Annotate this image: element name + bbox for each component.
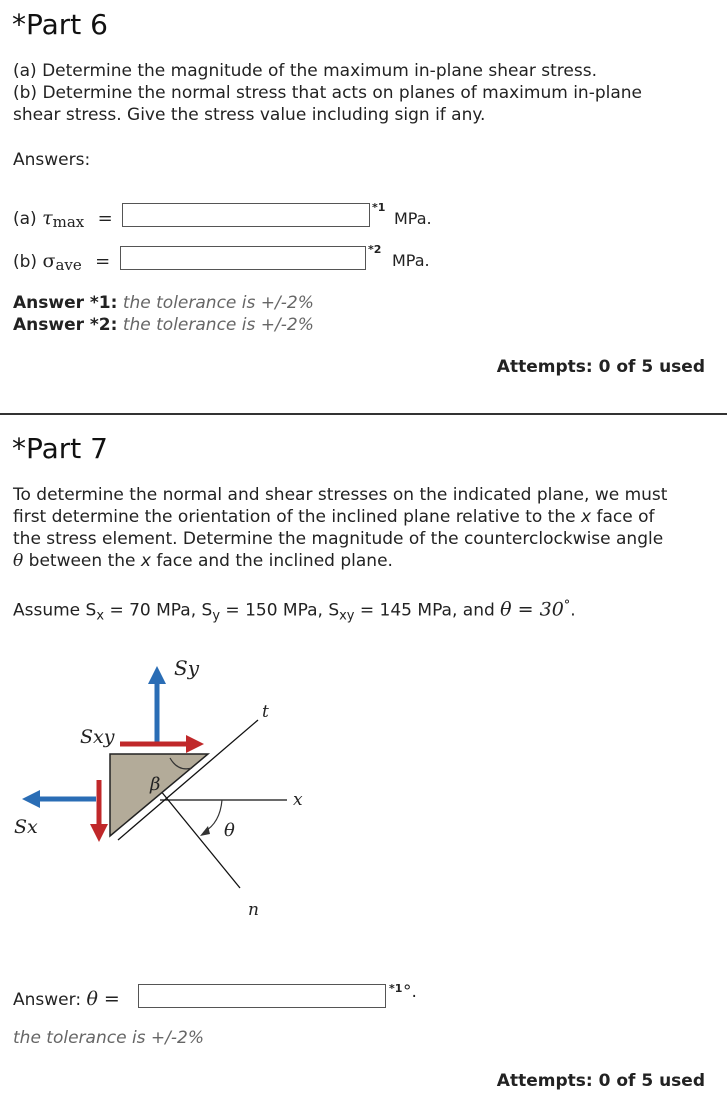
sxy-left-arrow-head [90,824,108,842]
label-sx: Sx [14,816,38,838]
section-divider [0,413,727,415]
theta-arc [204,800,222,832]
label-sxy: Sxy [80,726,115,748]
stress-element-diagram [0,640,330,940]
sigma-symbol: σ [42,250,56,272]
question-a: (a) Determine the magnitude of the maximum in-plane shear stress. [13,61,598,81]
part6-attempts: Attempts: 0 of 5 used [496,357,705,377]
assume-line: Assume $S_x = 70$ MPa, $S_y = 150$ MPa, $S_{xy} = 145$ MPa, and θ = 30°. [13,598,576,624]
row-b-label: (b) σave = [13,250,111,274]
label-x: x [293,790,303,810]
label-sy: Sy [174,656,199,680]
sy-arrow-head [148,666,166,684]
question-b-line1: (b) Determine the normal stress that acts on planes of maximum in-plane [13,83,642,103]
label-n: n [248,900,259,920]
stress-element [110,754,208,836]
tolerance-notes: Answer *1: the tolerance is +/-2% Answer *2: the tolerance is +/-2% [13,293,314,335]
part7-description: To determine the normal and shear stresses on the indicated plane, we must first determine the orientation of the inclined plane relative to the x face of the stress element. Determine the magnitude of the counterclockwise angle θ between the x face and the inclined plane. [13,485,668,571]
sigma-ave-input[interactable] [120,246,366,270]
part6-question [13,60,642,126]
part6-title: *Part 6 [12,8,108,41]
unit-b: MPa. [392,251,430,270]
marker-1: *1 [372,201,386,214]
sx-arrow-head [22,790,40,808]
unit-a: MPa. [394,209,432,228]
marker-theta: *1 [389,982,403,995]
label-beta: β [150,774,161,795]
answer-label: Answer: θ = [13,988,120,1010]
tau-symbol: τ [42,207,53,229]
part7-tolerance: the tolerance is +/-2% [13,1028,205,1048]
part7-attempts: Attempts: 0 of 5 used [496,1071,705,1091]
label-t: t [262,702,269,722]
tau-max-input[interactable] [122,203,370,227]
question-b-line2: shear stress. Give the stress value including sign if any. [13,105,486,125]
theta-input[interactable] [138,984,386,1008]
unit-degrees: °. [403,982,417,1002]
marker-2: *2 [368,243,382,256]
answers-label: Answers: [13,150,91,170]
part7-title: *Part 7 [12,432,108,465]
row-a-label: (a) τmax = [13,207,113,231]
theta-arrowhead [200,826,210,836]
label-theta: θ [224,820,235,841]
sxy-top-arrow-head [186,735,204,753]
